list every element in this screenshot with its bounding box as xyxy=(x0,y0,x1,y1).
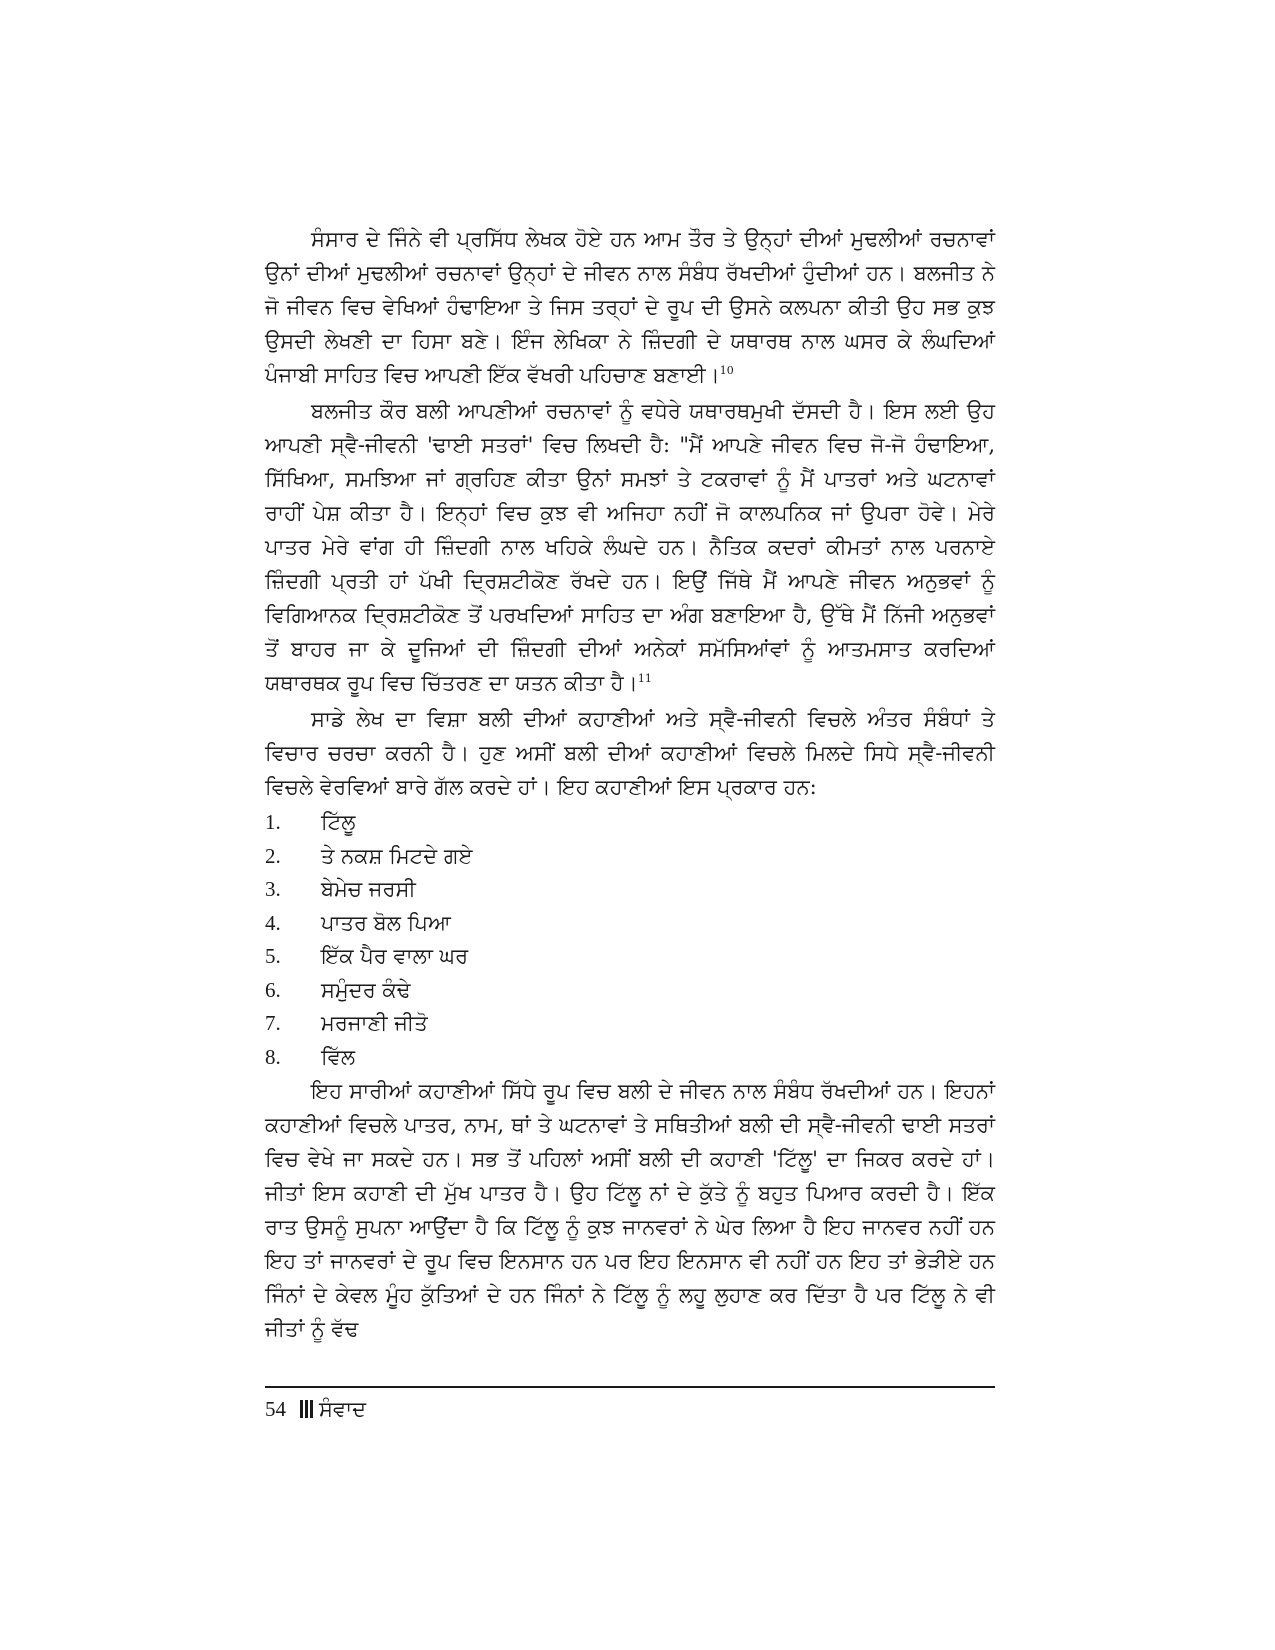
page-number: 54 xyxy=(265,1397,286,1421)
list-item xyxy=(265,840,995,874)
page-footer xyxy=(265,1386,995,1424)
list-item xyxy=(265,806,995,840)
story-title: ਵਿੱਲ xyxy=(321,1044,356,1069)
paragraph-4: ਇਹ ਸਾਰੀਆਂ ਕਹਾਣੀਆਂ ਸਿੱਧੇ ਰੂਪ ਵਿਚ ਬਲੀ ਦੇ ਜੀਵਨ ਨਾਲ ਸੰਬੰਧ ਰੱਖਦੀਆਂ ਹਨ। ਇਹਨਾਂ ਕਹਾਣੀਆਂ ਵਿਚਲੇ ਪਾਤਰ, ਨਾਮ, ਥਾਂ ਤੇ ਘਟਨਾਵਾਂ ਤੇ ਸਥਿਤੀਆਂ ਬਲੀ ਦੀ ਸ੍ਵੈ-ਜੀਵਨੀ ਢਾਈ ਸਤਰਾਂ ਵਿਚ ਵੇਖੇ ਜਾ ਸਕਦੇ ਹਨ। ਸਭ ਤੋਂ ਪਹਿਲਾਂ ਅਸੀਂ ਬਲੀ ਦੀ ਕਹਾਣੀ 'ਟਿੱਲੂ' ਦਾ ਜਿਕਰ ਕਰਦੇ ਹਾਂ। ਜੀਤਾਂ ਇਸ ਕਹਾਣੀ ਦੀ ਮੁੱਖ ਪਾਤਰ ਹੈ। ਉਹ ਟਿੱਲੂ ਨਾਂ ਦੇ ਕੁੱਤੇ ਨੂੰ ਬਹੁਤ ਪਿਆਰ ਕਰਦੀ ਹੈ। ਇੱਕ ਰਾਤ ਉਸਨੂੰ ਸੁਪਨਾ ਆਉਂਦਾ ਹੈ ਕਿ ਟਿੱਲੂ ਨੂੰ ਕੁਝ ਜਾਨਵਰਾਂ ਨੇ ਘੇਰ ਲਿਆ ਹੈ ਇਹ ਜਾਨਵਰ ਨਹੀਂ ਹਨ ਇਹ ਤਾਂ ਜਾਨਵਰਾਂ ਦੇ ਰੂਪ ਵਿਚ ਇਨਸਾਨ ਹਨ ਪਰ ਇਹ ਇਨਸਾਨ ਵੀ ਨਹੀਂ ਹਨ ਇਹ ਤਾਂ ਭੇੜੀਏ ਹਨ ਜਿੰਨਾਂ ਦੇ ਕੇਵਲ ਮੂੰਹ ਕੁੱਤਿਆਂ ਦੇ ਹਨ ਜਿੰਨਾਂ ਨੇ ਟਿੱਲੂ ਨੂੰ ਲਹੂ ਲੁਹਾਣ ਕਰ ਦਿੱਤਾ ਹੈ ਪਰ ਟਿੱਲੂ ਨੇ ਵੀ ਜੀਤਾਂ ਨੂੰ ਵੱਢ xyxy=(265,1079,995,1341)
list-number: 2. xyxy=(265,843,281,868)
story-list xyxy=(265,806,995,1074)
list-number: 3. xyxy=(265,877,281,901)
paragraph-1-text: ਸੰਸਾਰ ਦੇ ਜਿੰਨੇ ਵੀ ਪ੍ਰਸਿੱਧ ਲੇਖਕ ਹੋਏ ਹਨ ਆਮ ਤੌਰ ਤੇ ਉਨ੍ਹਾਂ ਦੀਆਂ ਮੁਢਲੀਆਂ ਰਚਨਾਵਾਂ ਉਨਾਂ ਦੀਆਂ ਮੁਢਲੀਆਂ ਰਚਨਾਵਾਂ ਉਨ੍ਹਾਂ ਦੇ ਜੀਵਨ ਨਾਲ ਸੰਬੰਧ ਰੱਖਦੀਆਂ ਹੁੰਦੀਆਂ ਹਨ। ਬਲਜੀਤ ਨੇ ਜੋ ਜੀਵਨ ਵਿਚ ਵੇਖਿਆਂ ਹੰਢਾਇਆ ਤੇ ਜਿਸ ਤਰ੍ਹਾਂ ਦੇ ਰੂਪ ਦੀ ਉਸਨੇ ਕਲਪਨਾ ਕੀਤੀ ਉਹ ਸਭ ਕੁਝ ਉਸਦੀ ਲੇਖਣੀ ਦਾ ਹਿਸਾ ਬਣੇ। ਇੰਜ ਲੇਖਿਕਾ ਨੇ ਜ਼ਿੰਦਗੀ ਦੇ ਯਥਾਰਥ ਨਾਲ ਘਸਰ ਕੇ ਲੰਘਦਿਆਂ ਪੰਜਾਬੀ ਸਾਹਿਤ ਵਿਚ ਆਪਣੀ ਇੱਕ ਵੱਖਰੀ ਪਹਿਚਾਣ ਬਣਾਈ। xyxy=(265,227,995,387)
list-number: 5. xyxy=(265,944,281,968)
paragraph-2-text: ਬਲਜੀਤ ਕੌਰ ਬਲੀ ਆਪਣੀਆਂ ਰਚਨਾਵਾਂ ਨੂੰ ਵਧੇਰੇ ਯਥਾਰਥਮੁਖੀ ਦੱਸਦੀ ਹੈ। ਇਸ ਲਈ ਉਹ ਆਪਣੀ ਸ੍ਵੈ-ਜੀਵਨੀ 'ਢਾਈ ਸਤਰਾਂ' ਵਿਚ ਲਿਖਦੀ ਹੈ: "ਮੈਂ ਆਪਣੇ ਜੀਵਨ ਵਿਚ ਜੋ-ਜੋ ਹੰਢਾਇਆ, ਸਿੱਖਿਆ, ਸਮਝਿਆ ਜਾਂ ਗ੍ਰਹਿਣ ਕੀਤਾ ਉਨਾਂ ਸਮਝਾਂ ਤੇ ਟਕਰਾਵਾਂ ਨੂੰ ਮੈਂ ਪਾਤਰਾਂ ਅਤੇ ਘਟਨਾਵਾਂ ਰਾਹੀਂ ਪੇਸ਼ ਕੀਤਾ ਹੈ। ਇਨ੍ਹਾਂ ਵਿਚ ਕੁਝ ਵੀ ਅਜਿਹਾ ਨਹੀਂ ਜੋ ਕਾਲਪਨਿਕ ਜਾਂ ਉਪਰਾ ਹੋਵੇ। ਮੇਰੇ ਪਾਤਰ ਮੇਰੇ ਵਾਂਗ ਹੀ ਜ਼ਿੰਦਗੀ ਨਾਲ ਖਹਿਕੇ ਲੰਘਦੇ ਹਨ। ਨੈਤਿਕ ਕਦਰਾਂ ਕੀਮਤਾਂ ਨਾਲ ਪਰਨਾਏ ਜ਼ਿੰਦਗੀ ਪ੍ਰਤੀ ਹਾਂ ਪੱਖੀ ਦ੍ਰਿਸ਼ਟੀਕੋਣ ਰੱਖਦੇ ਹਨ। ਇਉਂ ਜਿੱਥੇ ਮੈਂ ਆਪਣੇ ਜੀਵਨ ਅਨੁਭਵਾਂ ਨੂੰ ਵਿਗਿਆਨਕ ਦ੍ਰਿਸ਼ਟੀਕੋਣ ਤੋਂ ਪਰਖਦਿਆਂ ਸਾਹਿਤ ਦਾ ਅੰਗ ਬਣਾਇਆ ਹੈ, ਉੱਥੇ ਮੈਂ ਨਿੱਜੀ ਅਨੁਭਵਾਂ ਤੋਂ ਬਾਹਰ ਜਾ ਕੇ ਦੂਜਿਆਂ ਦੀ ਜ਼ਿੰਦਗੀ ਦੀਆਂ ਅਨੇਕਾਂ ਸਮੱਸਿਆਂਵਾਂ ਨੂੰ ਆਤਮਸਾਤ ਕਰਦਿਆਂ ਯਥਾਰਥਕ ਰੂਪ ਵਿਚ ਚਿੱਤਰਣ ਦਾ ਯਤਨ ਕੀਤਾ ਹੈ। xyxy=(265,399,995,695)
list-number: 6. xyxy=(265,977,281,1002)
page-body xyxy=(265,222,995,1348)
footnote-ref-10: 10 xyxy=(719,364,734,377)
footer-divider xyxy=(265,1386,995,1388)
article-text-continued xyxy=(265,1074,995,1346)
paragraph-2 xyxy=(265,394,995,700)
story-title: ਟਿੱਲੂ xyxy=(321,810,356,834)
story-title: ਤੇ ਨਕਸ਼ ਮਿਟਦੇ ਗਏ xyxy=(321,843,473,868)
story-title: ਸਮੁੰਦਰ ਕੰਢੇ xyxy=(321,977,411,1002)
article-text xyxy=(265,222,995,804)
list-number: 4. xyxy=(265,910,281,935)
list-item xyxy=(265,1007,995,1041)
story-title: ਇੱਕ ਪੈਰ ਵਾਲਾ ਘਰ xyxy=(321,944,469,968)
list-item xyxy=(265,873,995,907)
story-title: ਪਾਤਰ ਬੋਲ ਪਿਆ xyxy=(321,910,451,935)
list-number: 1. xyxy=(265,810,281,834)
list-number: 7. xyxy=(265,1011,281,1035)
list-item xyxy=(265,907,995,941)
paragraph-1 xyxy=(265,222,995,392)
footnote-ref-11: 11 xyxy=(637,672,652,685)
list-item xyxy=(265,974,995,1008)
three-bars-icon xyxy=(300,1400,313,1418)
journal-title: ਸੰਵਾਦ xyxy=(319,1397,367,1421)
list-number: 8. xyxy=(265,1044,281,1069)
paragraph-3 xyxy=(265,702,995,804)
list-item xyxy=(265,940,995,974)
story-title: ਬੇਮੇਚ ਜਰਸੀ xyxy=(321,877,416,901)
footer-line xyxy=(265,1394,995,1424)
list-item xyxy=(265,1041,995,1075)
paragraph-3-text: ਸਾਡੇ ਲੇਖ ਦਾ ਵਿਸ਼ਾ ਬਲੀ ਦੀਆਂ ਕਹਾਣੀਆਂ ਅਤੇ ਸ੍ਵੈ-ਜੀਵਨੀ ਵਿਚਲੇ ਅੰਤਰ ਸੰਬੰਧਾਂ ਤੇ ਵਿਚਾਰ ਚਰਚਾ ਕਰਨੀ ਹੈ। ਹੁਣ ਅਸੀਂ ਬਲੀ ਦੀਆਂ ਕਹਾਣੀਆਂ ਵਿਚਲੇ ਮਿਲਦੇ ਸਿਧੇ ਸ੍ਵੈ-ਜੀਵਨੀ ਵਿਚਲੇ ਵੇਰਵਿਆਂ ਬਾਰੇ ਗੱਲ ਕਰਦੇ ਹਾਂ। ਇਹ ਕਹਾਣੀਆਂ ਇਸ ਪ੍ਰਕਾਰ ਹਨ: xyxy=(265,707,995,799)
story-title: ਮਰਜਾਣੀ ਜੀਤੋ xyxy=(321,1011,428,1035)
